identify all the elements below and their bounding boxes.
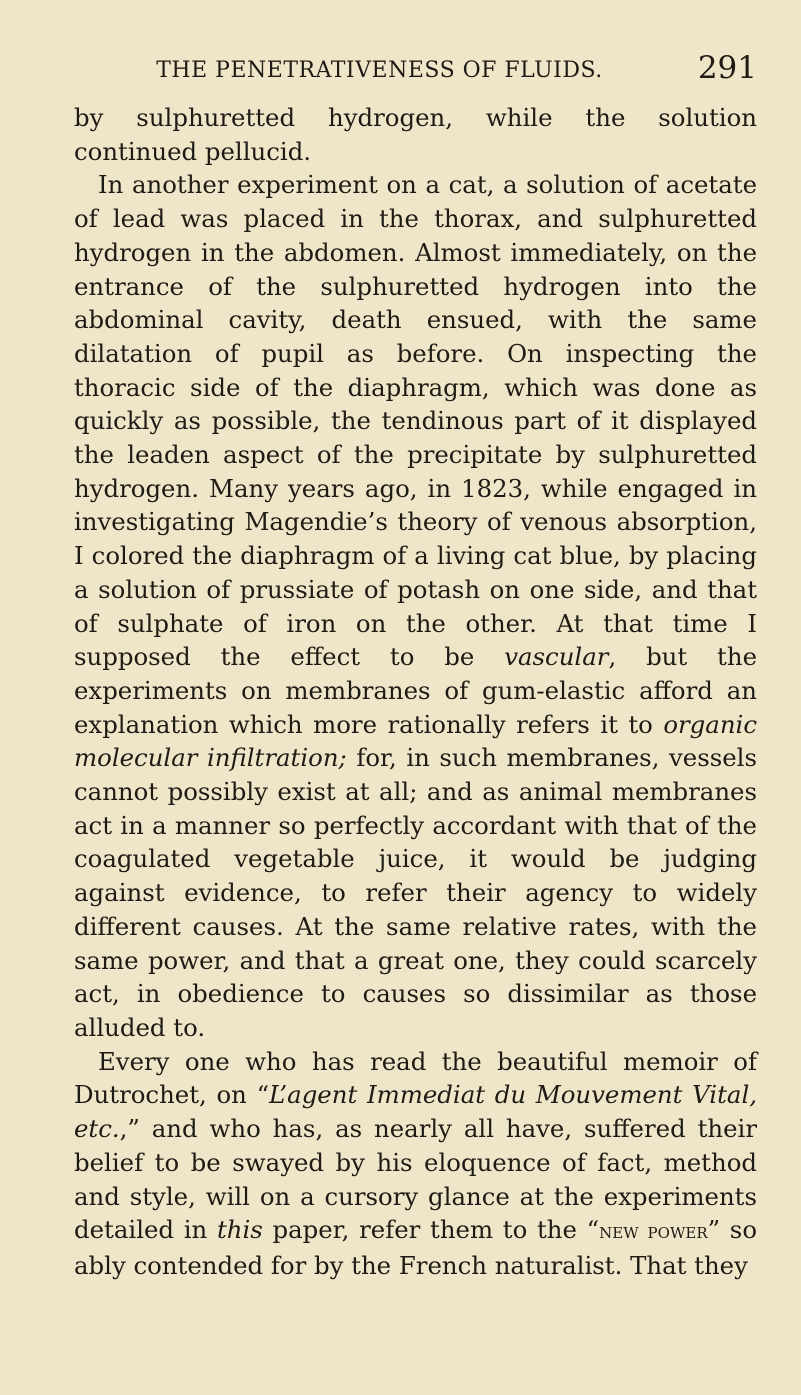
italic-text: vascular xyxy=(504,642,609,672)
paragraph-text: for, in such membranes, vessels cannot possibly exist at all; and as animal membranes act in a manner so perfectly accordant with that of the coagulated vegetable juice, it would be judging against evidence, to refer their agency to widely different causes. At the same relative rates, with the same power, and that a great one, they could scarcely act, in obedience to causes so dissimilar as those alluded to. xyxy=(74,743,757,1042)
page-number: 291 xyxy=(697,50,757,86)
italic-text: L’agent Immediat du Mouvement Vital, etc. xyxy=(74,1080,758,1144)
running-title: THE PENETRATIVENESS OF FLUIDS. xyxy=(156,58,603,83)
paragraph xyxy=(74,168,757,1044)
paragraph-text: ,” and who has, as nearly all have, suffered their belief to be swayed by his eloquence of fact, method and style, will on a cursory glance at the experiments detailed in xyxy=(74,1114,757,1245)
small-caps-text: new power xyxy=(599,1219,708,1245)
paragraph-text: , but the experiments on membranes of gum-elastic afford an explanation which more rationally refers it to xyxy=(74,642,758,739)
paragraph xyxy=(74,101,757,168)
running-header xyxy=(74,50,757,100)
paragraph-text: ” so ably contended for by the French naturalist. That they xyxy=(74,1215,757,1280)
paragraph-text: In another experiment on a cat, a solution of acetate of lead was placed in the thorax, and sulphuretted hydrogen in the abdomen. Almost immediately, on the entrance of the sulphuretted hydrogen into the abdominal cavity, death ensued, with the same dilatation of pupil as before. On inspecting the thoracic side of the diaphragm, which was done as quickly as possible, the tendinous part of it displayed the leaden aspect of the precipitate by sulphuretted hydrogen. Many years ago, in 1823, while engaged in investigating Magendie’s theory of venous absorption, I colored the diaphragm of a living cat blue, by placing a solution of prussiate of potash on one side, and that of sulphate of iron on the other. At that time I supposed the effect to be xyxy=(74,170,757,672)
paragraph-text: by sulphuretted hydrogen, while the solution continued pellucid. xyxy=(74,103,757,166)
book-page xyxy=(0,50,801,1395)
paragraph xyxy=(74,1045,757,1283)
paragraph-text: Every one who has read the beautiful memoir of Dutrochet, on “ xyxy=(74,1046,757,1110)
italic-text: organic molecular infiltration; xyxy=(74,709,757,773)
body-text xyxy=(74,101,757,1283)
paragraph-text: paper, refer them to the “ xyxy=(262,1215,600,1245)
italic-text: this xyxy=(216,1215,263,1245)
